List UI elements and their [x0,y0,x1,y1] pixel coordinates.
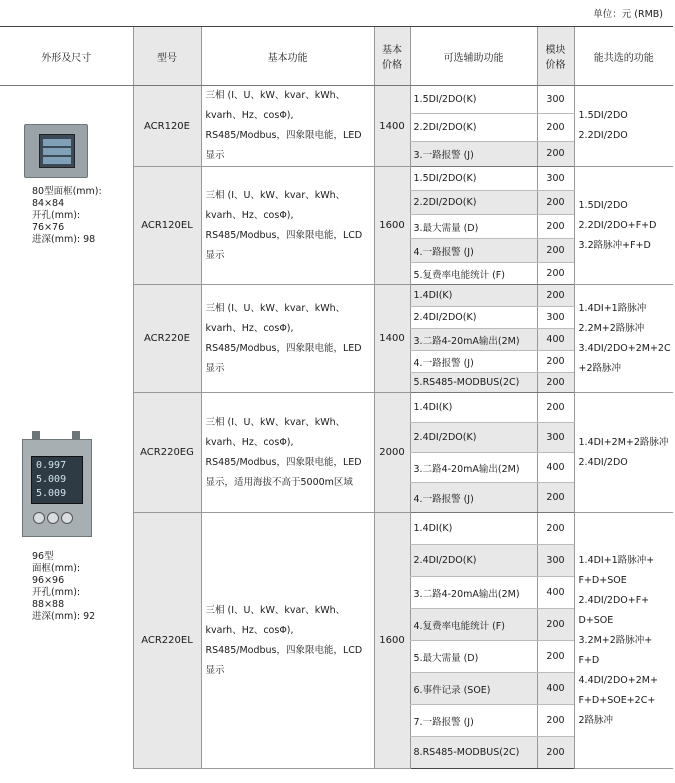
display-segment [43,148,71,155]
combo-line: 1.4DI+2M+2路脉冲 [578,436,669,448]
func-cell [201,86,374,167]
combo-cell [574,86,673,167]
func-line: 显示 [205,664,225,676]
option-cell: 5.最大需量 (D) [410,641,537,673]
header-shape: 外形及尺寸 [0,27,133,86]
option-price-cell: 400 [537,577,574,609]
combo-line: 2.2M+2路脉冲 [578,322,645,334]
combo-line: 3.2路脉冲+F+D [578,239,651,251]
shape-spec-line: 88×88 [32,598,65,610]
header-row [0,27,673,86]
shape-spec-line: 开孔(mm): [32,210,81,222]
combo-line: 2.4DI/2DO [578,456,628,468]
base-price-cell: 1400 [374,86,410,167]
meter-screen [31,456,83,504]
option-cell: 3.最大需量 (D) [410,215,537,239]
shape-info [0,124,133,246]
option-cell: 5.复费率电能统计 (F) [410,263,537,285]
option-cell: 2.2DI/2DO(K) [410,191,537,215]
option-cell: 4.一路报警 (J) [410,351,537,373]
header-base-price-l2: 价格 [382,60,402,71]
func-line: RS485/Modbus，四象限电能，LED [205,342,362,354]
option-price-cell: 200 [537,285,574,307]
shape-spec-line: 96×96 [32,574,65,586]
func-line: 显示 [205,150,225,161]
combo-line: 1.5DI/2DO [578,110,628,121]
func-line: kvarh、Hz、cosΦ), [205,110,294,121]
header-module-price-l1: 模块 [545,45,566,56]
shape-spec-line: 84×84 [32,198,65,210]
option-price-cell: 200 [537,609,574,641]
option-price-cell: 200 [537,373,574,393]
option-cell: 3.一路报警 (J) [410,141,537,166]
base-price-cell: 1600 [374,513,410,769]
meter-button [33,512,45,524]
option-price-cell: 300 [537,307,574,329]
func-line: kvarh、Hz、cosΦ), [205,322,294,334]
option-price-cell: 200 [537,483,574,513]
table-row [0,86,673,114]
func-line: kvarh、Hz、cosΦ), [205,436,294,448]
func-cell [201,393,374,513]
shape-spec-line: 80型面框(mm): [32,186,102,198]
option-cell: 2.4DI/2DO(K) [410,545,537,577]
combo-line: 2.2DI/2DO [578,130,628,141]
shape-spec-line: 进深(mm): 92 [32,610,96,622]
func-line: 显示，适用海拔不高于5000m区域 [205,476,353,488]
func-line: RS485/Modbus，四象限电能，LCD [205,229,363,241]
option-price-cell: 200 [537,641,574,673]
option-cell: 1.5DI/2DO(K) [410,86,537,114]
option-price-cell: 200 [537,513,574,545]
option-price-cell: 300 [537,167,574,191]
shape-cell [0,285,133,769]
func-line: kvarh、Hz、cosΦ), [205,624,294,636]
meter-face [22,439,92,537]
base-price-cell: 2000 [374,393,410,513]
option-price-cell: 200 [537,113,574,141]
option-cell: 3.二路4-20mA输出(2M) [410,577,537,609]
shape-spec-line: 96型 [32,550,54,562]
model-cell: ACR220EL [133,513,201,769]
func-line: RS485/Modbus，四象限电能，LED [205,130,362,141]
option-price-cell: 200 [537,351,574,373]
header-combo: 能共选的功能 [574,27,673,86]
option-cell: 1.4DI(K) [410,285,537,307]
combo-line: 4.4DI/2DO+2M+ [578,674,658,686]
option-cell: 8.RS485-MODBUS(2C) [410,737,537,769]
meter-80-image [24,124,88,178]
func-line: 三相 (I、U、kW、kvar、kWh、 [205,604,346,616]
table-row [0,285,673,307]
func-line: RS485/Modbus，四象限电能，LED [205,456,362,468]
option-price-cell: 400 [537,673,574,705]
option-cell: 1.4DI(K) [410,393,537,423]
combo-line: 3.2M+2路脉冲+ [578,634,653,646]
meter-screen [39,134,75,168]
func-line: 三相 (I、U、kW、kvar、kWh、 [205,416,346,428]
display-readout: 0.997 [36,459,67,471]
option-cell: 3.二路4-20mA输出(2M) [410,329,537,351]
combo-line: 2路脉冲 [578,714,614,726]
model-cell: ACR120E [133,86,201,167]
display-segment [43,157,71,164]
meter-96-image [22,431,90,543]
option-cell: 4.一路报警 (J) [410,239,537,263]
combo-line: F+D+SOE+2C+ [578,694,656,706]
combo-line: 1.4DI+1路脉冲+ [578,554,655,566]
option-price-cell: 200 [537,191,574,215]
model-cell: ACR120EL [133,167,201,285]
func-cell [201,167,374,285]
header-func: 基本功能 [201,27,374,86]
combo-line: 3.4DI/2DO+2M+2C [578,342,671,354]
option-price-cell: 200 [537,215,574,239]
combo-cell [574,167,673,285]
header-base-price [374,27,410,86]
unit-label: 单位：元 (RMB) [593,9,663,20]
option-price-cell: 200 [537,737,574,769]
option-cell: 7.一路报警 (J) [410,705,537,737]
option-cell: 2.4DI/2DO(K) [410,307,537,329]
price-table [0,26,673,769]
header-model: 型号 [133,27,201,86]
option-price-cell: 200 [537,141,574,166]
func-line: 三相 (I、U、kW、kvar、kWh、 [205,302,346,314]
func-line: 三相 (I、U、kW、kvar、kWh、 [205,189,346,201]
option-cell: 4.一路报警 (J) [410,483,537,513]
combo-line: F+D [578,654,600,666]
option-cell: 6.事件记录 (SOE) [410,673,537,705]
option-price-cell: 200 [537,705,574,737]
func-cell [201,285,374,393]
combo-cell [574,285,673,393]
header-base-price-l1: 基本 [382,45,402,56]
func-line: RS485/Modbus，四象限电能，LCD [205,644,363,656]
option-price-cell: 200 [537,393,574,423]
shape-spec-line: 面框(mm): [32,562,81,574]
option-price-cell: 300 [537,86,574,114]
func-cell [201,513,374,769]
func-line: 显示 [205,362,225,374]
shape-spec-line: 进深(mm): 98 [32,234,96,246]
option-price-cell: 300 [537,423,574,453]
shape-cell [0,86,133,285]
combo-line: D+SOE [578,614,614,626]
display-readout: 5.009 [36,473,67,485]
shape-spec-line: 76×76 [32,222,65,234]
combo-line: 1.4DI+1路脉冲 [578,302,647,314]
combo-cell [574,513,673,769]
option-cell: 4.复费率电能统计 (F) [410,609,537,641]
shape-info [0,431,133,623]
func-line: 显示 [205,249,225,261]
header-module-price [537,27,574,86]
option-price-cell: 200 [537,239,574,263]
meter-button [47,512,59,524]
header-options: 可选辅助功能 [410,27,537,86]
meter-button [61,512,73,524]
option-cell: 2.2DI/2DO(K) [410,113,537,141]
combo-line: F+D+SOE [578,574,627,586]
model-cell: ACR220E [133,285,201,393]
display-readout: 5.009 [36,487,67,499]
option-cell: 1.4DI(K) [410,513,537,545]
option-cell: 1.5DI/2DO(K) [410,167,537,191]
model-cell: ACR220EG [133,393,201,513]
combo-line: 2.2DI/2DO+F+D [578,219,657,231]
base-price-cell: 1600 [374,167,410,285]
combo-line: +2路脉冲 [578,362,622,374]
option-cell: 2.4DI/2DO(K) [410,423,537,453]
header-module-price-l2: 价格 [545,60,566,71]
func-line: kvarh、Hz、cosΦ), [205,209,294,221]
combo-line: 2.4DI/2DO+F+ [578,594,650,606]
combo-cell [574,393,673,513]
option-cell: 5.RS485-MODBUS(2C) [410,373,537,393]
option-price-cell: 200 [537,263,574,285]
func-line: 三相 (I、U、kW、kvar、kWh、 [205,90,346,101]
base-price-cell: 1400 [374,285,410,393]
option-cell: 3.二路4-20mA输出(2M) [410,453,537,483]
display-segment [43,139,71,146]
option-price-cell: 400 [537,453,574,483]
combo-line: 1.5DI/2DO [578,199,628,211]
option-price-cell: 300 [537,545,574,577]
option-price-cell: 400 [537,329,574,351]
shape-spec-line: 开孔(mm): [32,586,81,598]
